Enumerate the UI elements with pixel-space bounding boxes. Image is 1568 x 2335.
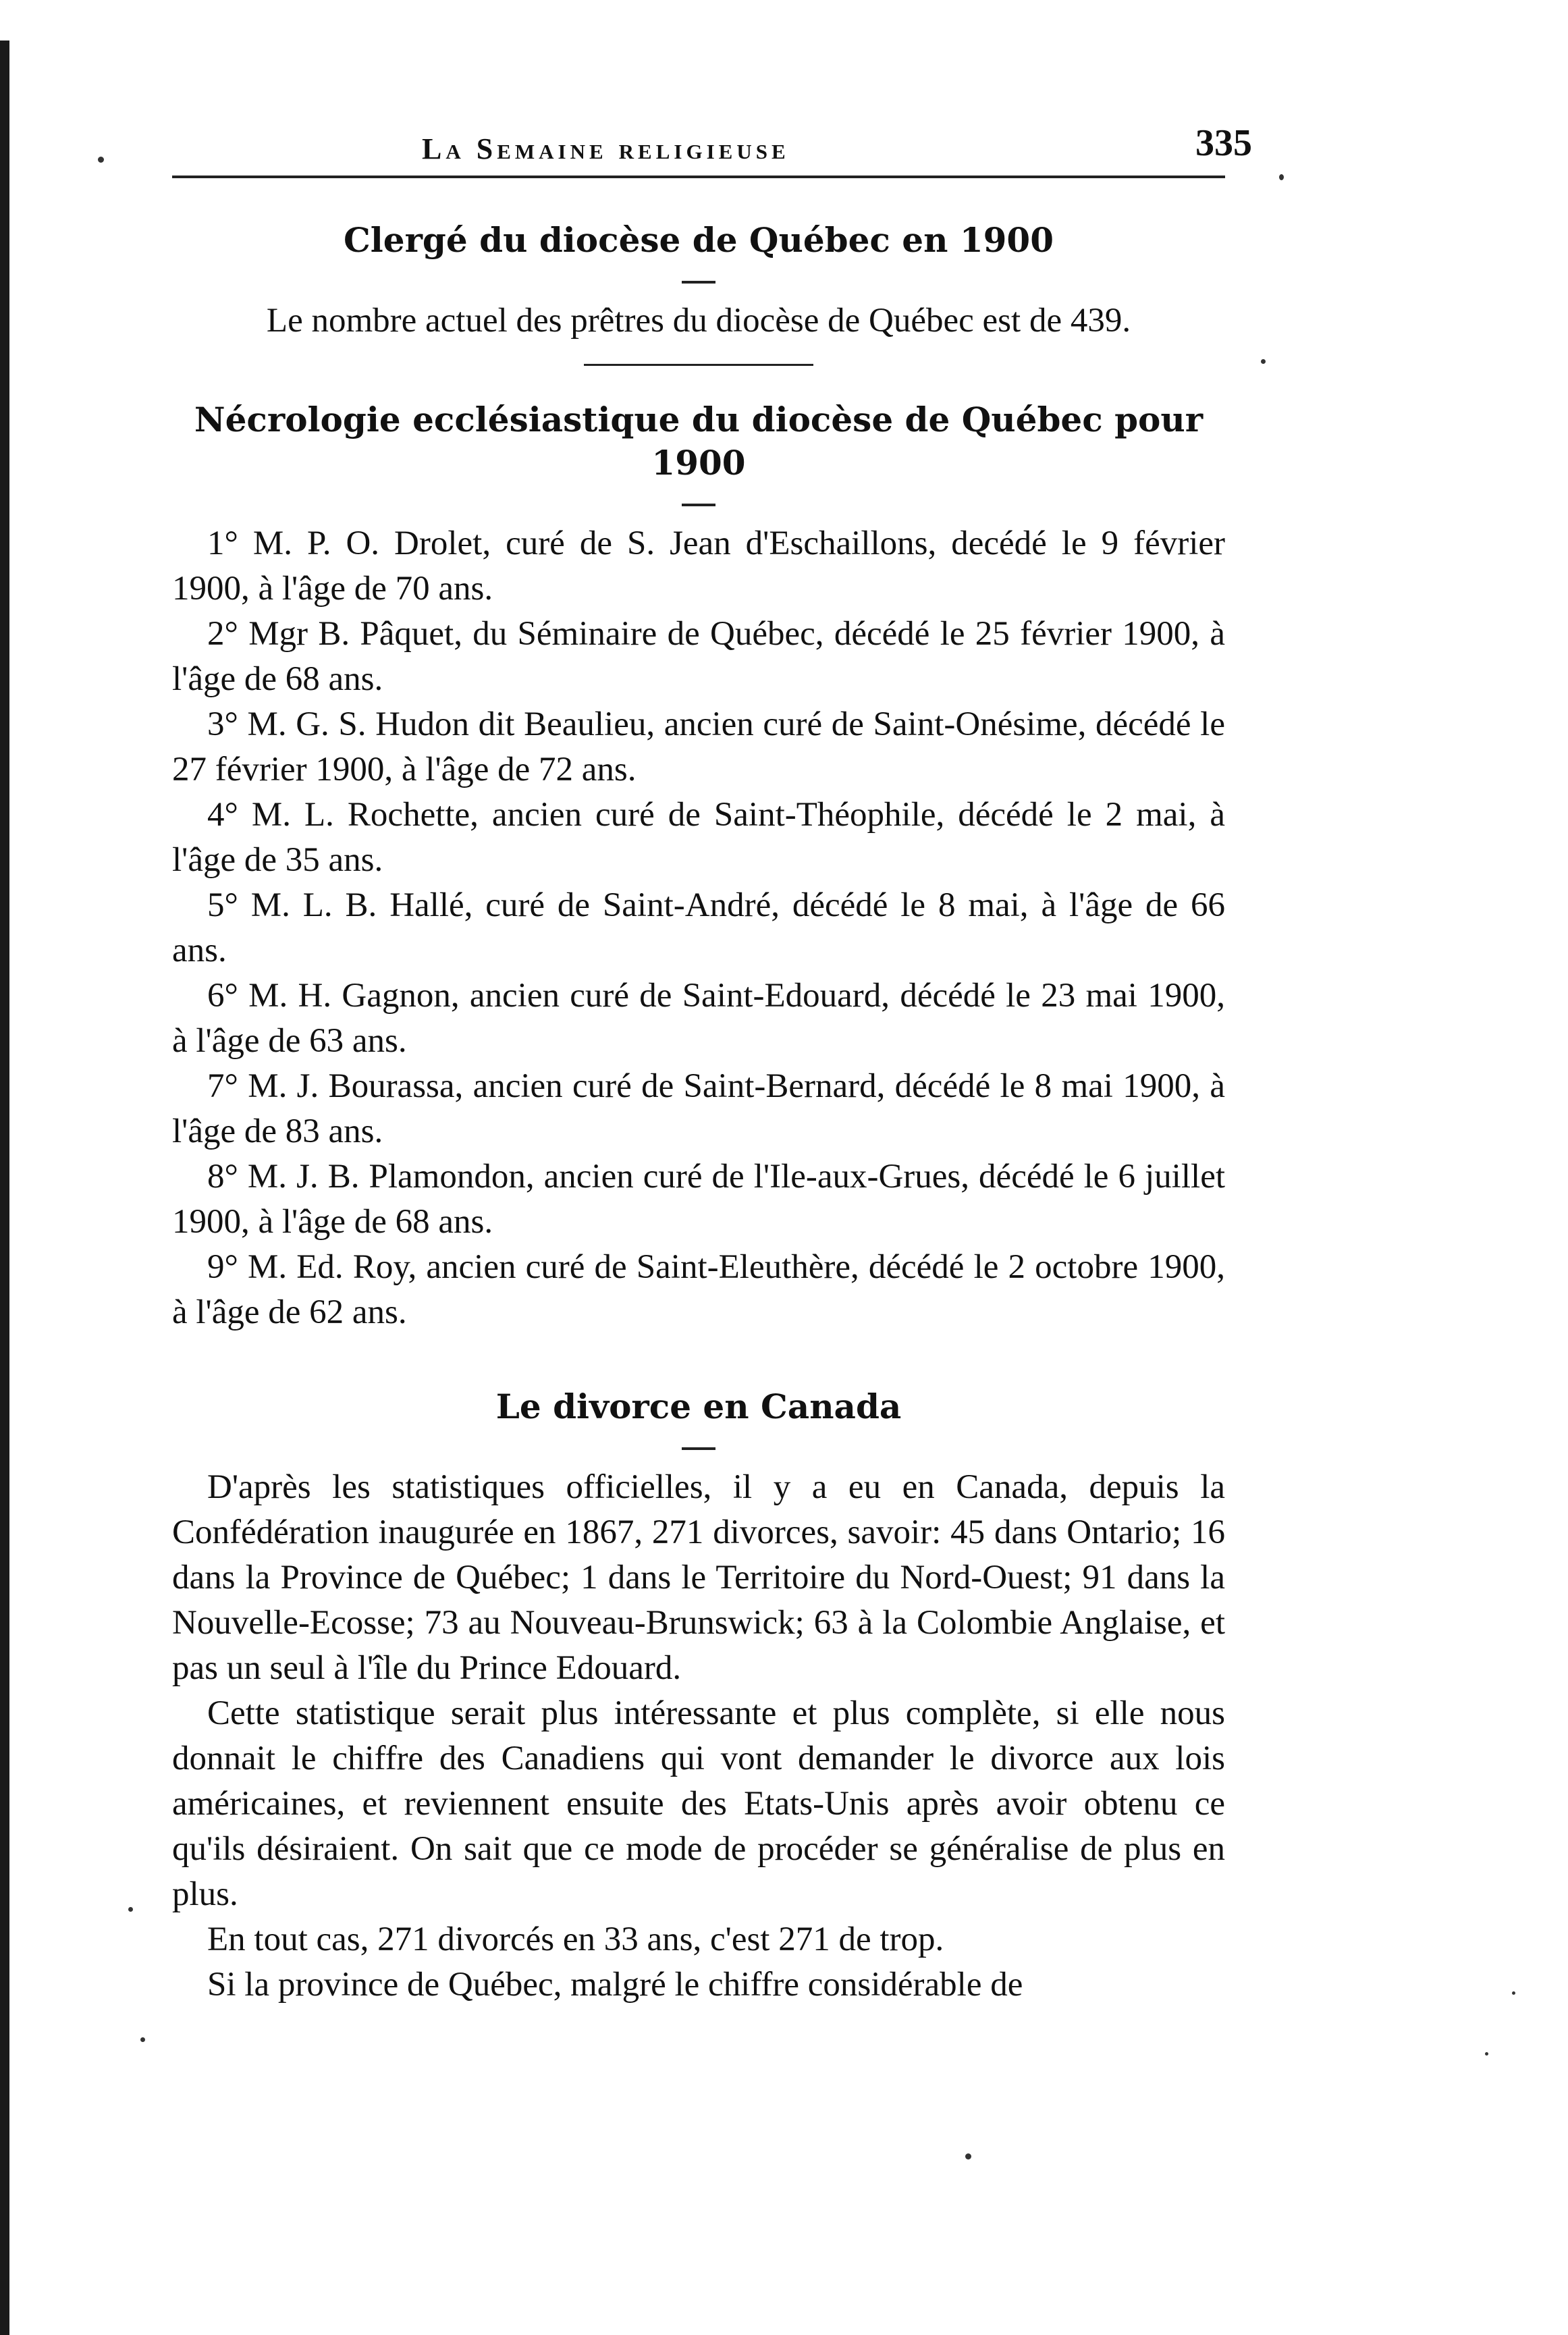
- necrology-entry: 1° M. P. O. Drolet, curé de S. Jean d'Eschaillons, decédé le 9 février 1900, à l'âge de 70 ans.: [172, 525, 1225, 608]
- necrology-entry: 8° M. J. B. Plamondon, ancien curé de l'Ile-aux-Grues, décédé le 6 juillet 1900, à l'âge de 68 ans.: [172, 1158, 1225, 1241]
- document-page: [172, 101, 1252, 2008]
- clergy-section: [172, 219, 1225, 366]
- running-head: La Semaine religieuse: [422, 132, 790, 165]
- scan-speck: [965, 2153, 971, 2159]
- necrology-entry: 6° M. H. Gagnon, ancien curé de Saint-Edouard, décédé le 23 mai 1900, à l'âge de 63 ans.: [172, 977, 1225, 1060]
- section-rule: [584, 364, 813, 366]
- necrology-list: [172, 521, 1225, 1335]
- necrology-entry: 3° M. G. S. Hudon dit Beaulieu, ancien curé de Saint-Onésime, décédé le 27 février 1900, à l'âge de 72 ans.: [172, 705, 1225, 788]
- body-paragraph: Cette statistique serait plus intéressante et plus complète, si elle nous donnait le chiffre des Canadiens qui vont demander le divorce aux lois américaines, et reviennent ensuite des Etats-Unis après avoir obtenu ce qu'ils désiraient. On sait que ce mode de procéder se généralise de plus en plus.: [172, 1694, 1225, 1913]
- scan-speck: [1512, 1991, 1515, 1995]
- scan-speck: [98, 157, 104, 163]
- necrology-entry: 7° M. J. Bourassa, ancien curé de Saint-Bernard, décédé le 8 mai 1900, à l'âge de 83 ans.: [172, 1067, 1225, 1150]
- necrology-section: [172, 398, 1225, 1335]
- scan-speck: [1279, 174, 1284, 180]
- scan-speck: [128, 1907, 133, 1912]
- title-dash: [682, 504, 715, 506]
- necrology-entry: 5° M. L. B. Hallé, curé de Saint-André, décédé le 8 mai, à l'âge de 66 ans.: [172, 886, 1225, 969]
- title-dash: [682, 1447, 715, 1450]
- binding-edge: [0, 41, 9, 2335]
- body-paragraph: Si la province de Québec, malgré le chiffre considérable de: [207, 1966, 1023, 2004]
- scan-speck: [1261, 359, 1266, 364]
- page-header: [172, 101, 1252, 178]
- divorce-body: [172, 1465, 1225, 2008]
- body-paragraph: D'après les statistiques officielles, il y a eu en Canada, depuis la Confédération inaugurée en 1867, 271 divorces, savoir: 45 dans Ontario; 16 dans la Province de Québec; 1 dans le Territoire du Nord-Ouest; 91 dans la Nouvelle-Ecosse; 73 au Nouveau-Brunswick; 63 à la Colombie Anglaise, et pas un seul à l'île du Prince Edouard.: [172, 1468, 1225, 1687]
- body-paragraph: En tout cas, 271 divorcés en 33 ans, c'est 271 de trop.: [207, 1921, 944, 1958]
- necrology-entry: 2° Mgr B. Pâquet, du Séminaire de Québec, décédé le 25 février 1900, à l'âge de 68 ans.: [172, 615, 1225, 698]
- title-dash: [682, 281, 715, 284]
- divorce-title: Le divorce en Canada: [495, 1387, 902, 1426]
- clergy-text: Le nombre actuel des prêtres du diocèse de Québec est de 439.: [266, 302, 1131, 340]
- necrology-title: Nécrologie ecclésiastique du diocèse de Québec pour 1900: [194, 400, 1204, 483]
- necrology-entry: 9° M. Ed. Roy, ancien curé de Saint-Eleuthère, décédé le 2 octobre 1900, à l'âge de 62 ans.: [172, 1248, 1225, 1331]
- clergy-title: Clergé du diocèse de Québec en 1900: [343, 220, 1054, 260]
- divorce-section: [172, 1385, 1225, 2008]
- page-number: 335: [1195, 122, 1252, 164]
- scan-speck: [1485, 2052, 1488, 2056]
- scan-speck: [140, 2037, 145, 2042]
- necrology-entry: 4° M. L. Rochette, ancien curé de Saint-Théophile, décédé le 2 mai, à l'âge de 35 ans.: [172, 796, 1225, 879]
